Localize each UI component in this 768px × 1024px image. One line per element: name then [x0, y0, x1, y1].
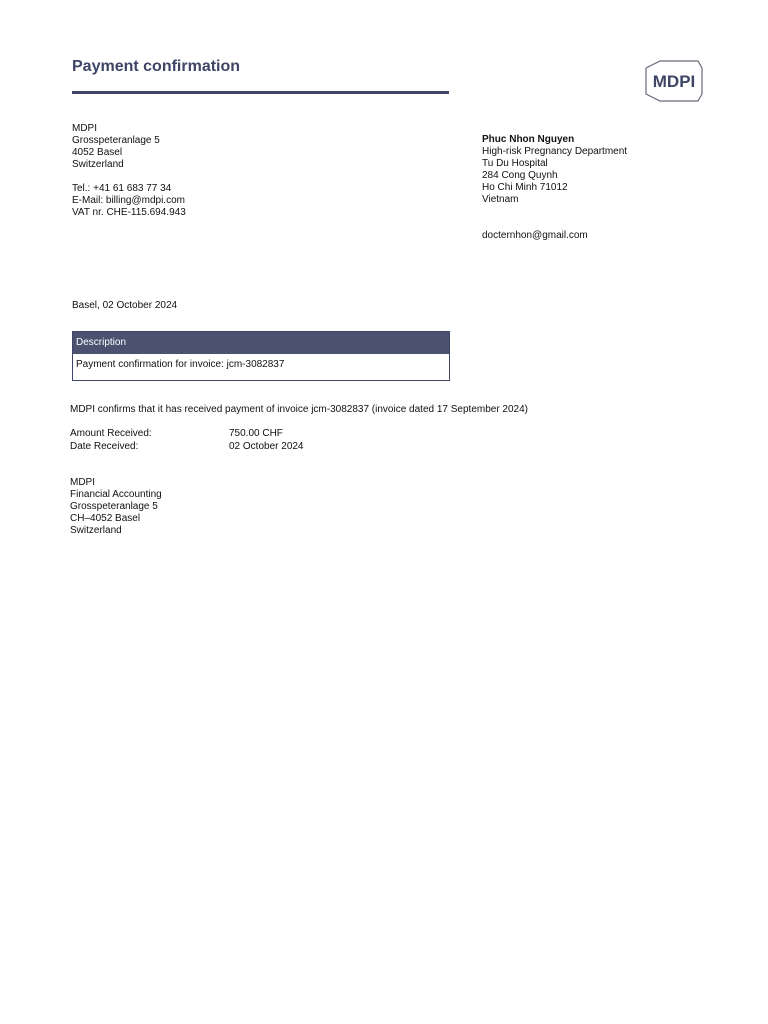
- date-received-label: Date Received:: [70, 441, 139, 452]
- footer-line: Grosspeteranlage 5: [70, 501, 158, 512]
- description-row: Payment confirmation for invoice: jcm-3082837: [76, 359, 285, 370]
- sender-spacer: [72, 171, 186, 183]
- sender-vat: VAT nr. CHE-115.694.943: [72, 207, 186, 218]
- document-date: Basel, 02 October 2024: [72, 300, 178, 311]
- amount-label: Amount Received:: [70, 428, 152, 439]
- date-received-value: 02 October 2024: [229, 441, 304, 452]
- sender-line: 4052 Basel: [72, 147, 123, 158]
- footer-line: Switzerland: [70, 525, 122, 536]
- footer-line: Financial Accounting: [70, 489, 162, 500]
- sender-line: Switzerland: [72, 159, 124, 170]
- recipient-spacer: [482, 218, 627, 230]
- sender-line: MDPI: [72, 123, 97, 134]
- recipient-spacer: [482, 206, 627, 218]
- footer-line: CH–4052 Basel: [70, 513, 141, 524]
- sender-email[interactable]: E-Mail: billing@mdpi.com: [72, 195, 185, 206]
- recipient-line: Tu Du Hospital: [482, 158, 548, 169]
- mdpi-logo-icon: [640, 60, 704, 102]
- sender-address: [72, 123, 186, 219]
- description-header: Description: [73, 332, 449, 354]
- page-title: Payment confirmation: [72, 58, 241, 75]
- confirmation-text: MDPI confirms that it has received payment of invoice jcm-3082837 (invoice dated 17 September 2024): [70, 404, 529, 415]
- sender-line: Grosspeteranlage 5: [72, 135, 160, 146]
- footer-address: [70, 477, 162, 537]
- recipient-line: 284 Cong Quynh: [482, 170, 558, 181]
- recipient-line: Vietnam: [482, 194, 519, 205]
- amount-value: 750.00 CHF: [229, 428, 283, 439]
- title-underline: [72, 91, 449, 94]
- recipient-line: High-risk Pregnancy Department: [482, 146, 628, 157]
- logo-text: MDPI: [652, 72, 696, 91]
- recipient-address: [482, 134, 627, 242]
- recipient-line: Ho Chi Minh 71012: [482, 182, 568, 193]
- recipient-email[interactable]: docternhon@gmail.com: [482, 230, 588, 241]
- sender-phone: Tel.: +41 61 683 77 34: [72, 183, 172, 194]
- recipient-name: Phuc Nhon Nguyen: [482, 134, 575, 145]
- description-table: [72, 331, 450, 381]
- footer-line: MDPI: [70, 477, 95, 488]
